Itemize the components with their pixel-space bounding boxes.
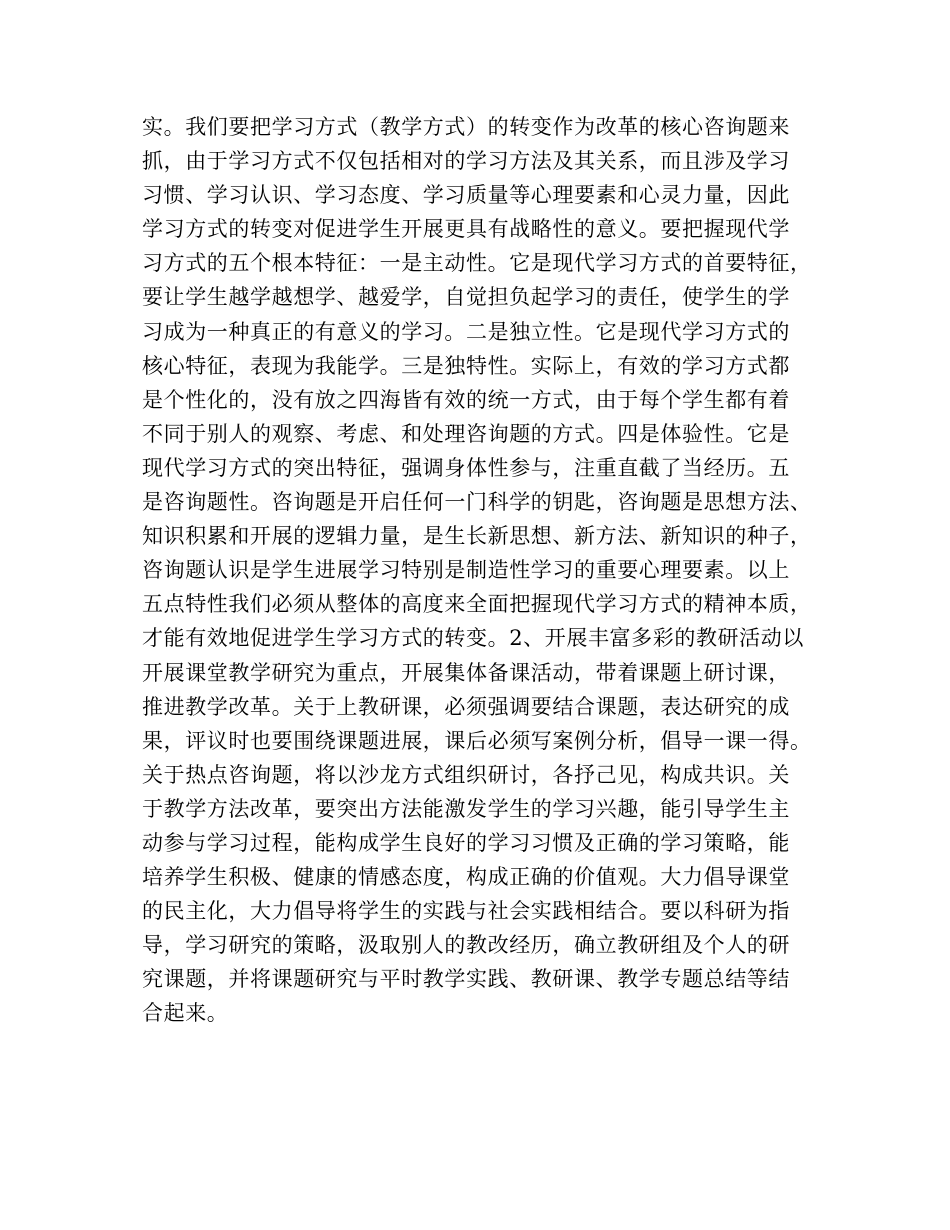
text-line: 合起来。 [142, 1001, 229, 1026]
text-line: 导，学习研究的策略，汲取别人的教改经历，确立教研组及个人的研 [142, 933, 790, 958]
text-line: 习成为一种真正的有意义的学习。二是独立性。它是现代学习方式的 [142, 319, 790, 344]
text-line: 究课题，并将课题研究与平时教学实践、教研课、教学专题总结等结 [142, 967, 790, 992]
text-line: 推进教学改革。关于上教研课，必须强调要结合课题，表达研究的成 [142, 694, 790, 719]
text-line: 知识积累和开展的逻辑力量，是生长新思想、新方法、新知识的种子， [142, 524, 812, 549]
text-line: 习惯、学习认识、学习态度、学习质量等心理要素和心灵力量，因此 [142, 183, 790, 208]
text-line: 的民主化，大力倡导将学生的实践与社会实践相结合。要以科研为指 [142, 899, 790, 924]
text-line: 动参与学习过程，能构成学生良好的学习习惯及正确的学习策略，能 [142, 830, 790, 855]
text-line: 核心特征，表现为我能学。三是独特性。实际上，有效的学习方式都 [142, 353, 790, 378]
body-paragraph [142, 110, 832, 1031]
text-line: 是个性化的，没有放之四海皆有效的统一方式，由于每个学生都有着 [142, 387, 790, 412]
text-line: 于教学方法改革，要突出方法能激发学生的学习兴趣，能引导学生主 [142, 796, 790, 821]
text-line: 培养学生积极、健康的情感态度，构成正确的价值观。大力倡导课堂 [142, 865, 790, 890]
text-line: 是咨询题性。咨询题是开启任何一门科学的钥匙，咨询题是思想方法、 [142, 490, 812, 515]
text-line: 学习方式的转变对促进学生开展更具有战略性的意义。要把握现代学 [142, 217, 790, 242]
text-line: 抓，由于学习方式不仅包括相对的学习方法及其关系，而且涉及学习 [142, 149, 790, 174]
text-line: 关于热点咨询题，将以沙龙方式组织研讨，各抒己见，构成共识。关 [142, 762, 790, 787]
text-line: 实。我们要把学习方式（教学方式）的转变作为改革的核心咨询题来 [142, 115, 790, 139]
text-line: 开展课堂教学研究为重点，开展集体备课活动，带着课题上研讨课， [142, 660, 790, 685]
text-line: 果，评议时也要围绕课题进展，课后必须写案例分析，倡导一课一得。 [142, 728, 812, 753]
text-line: 咨询题认识是学生进展学习特别是制造性学习的重要心理要素。以上 [142, 558, 790, 583]
text-line: 不同于别人的观察、考虑、和处理咨询题的方式。四是体验性。它是 [142, 421, 790, 446]
text-line: 才能有效地促进学生学习方式的转变。2、开展丰富多彩的教研活动以 [142, 626, 804, 651]
text-line: 习方式的五个根本特征：一是主动性。它是现代学习方式的首要特征， [142, 251, 812, 276]
text-line: 现代学习方式的突出特征，强调身体性参与，注重直截了当经历。五 [142, 455, 790, 480]
text-line: 五点特性我们必须从整体的高度来全面把握现代学习方式的精神本质， [142, 592, 812, 617]
text-line: 要让学生越学越想学、越爱学，自觉担负起学习的责任，使学生的学 [142, 285, 790, 310]
